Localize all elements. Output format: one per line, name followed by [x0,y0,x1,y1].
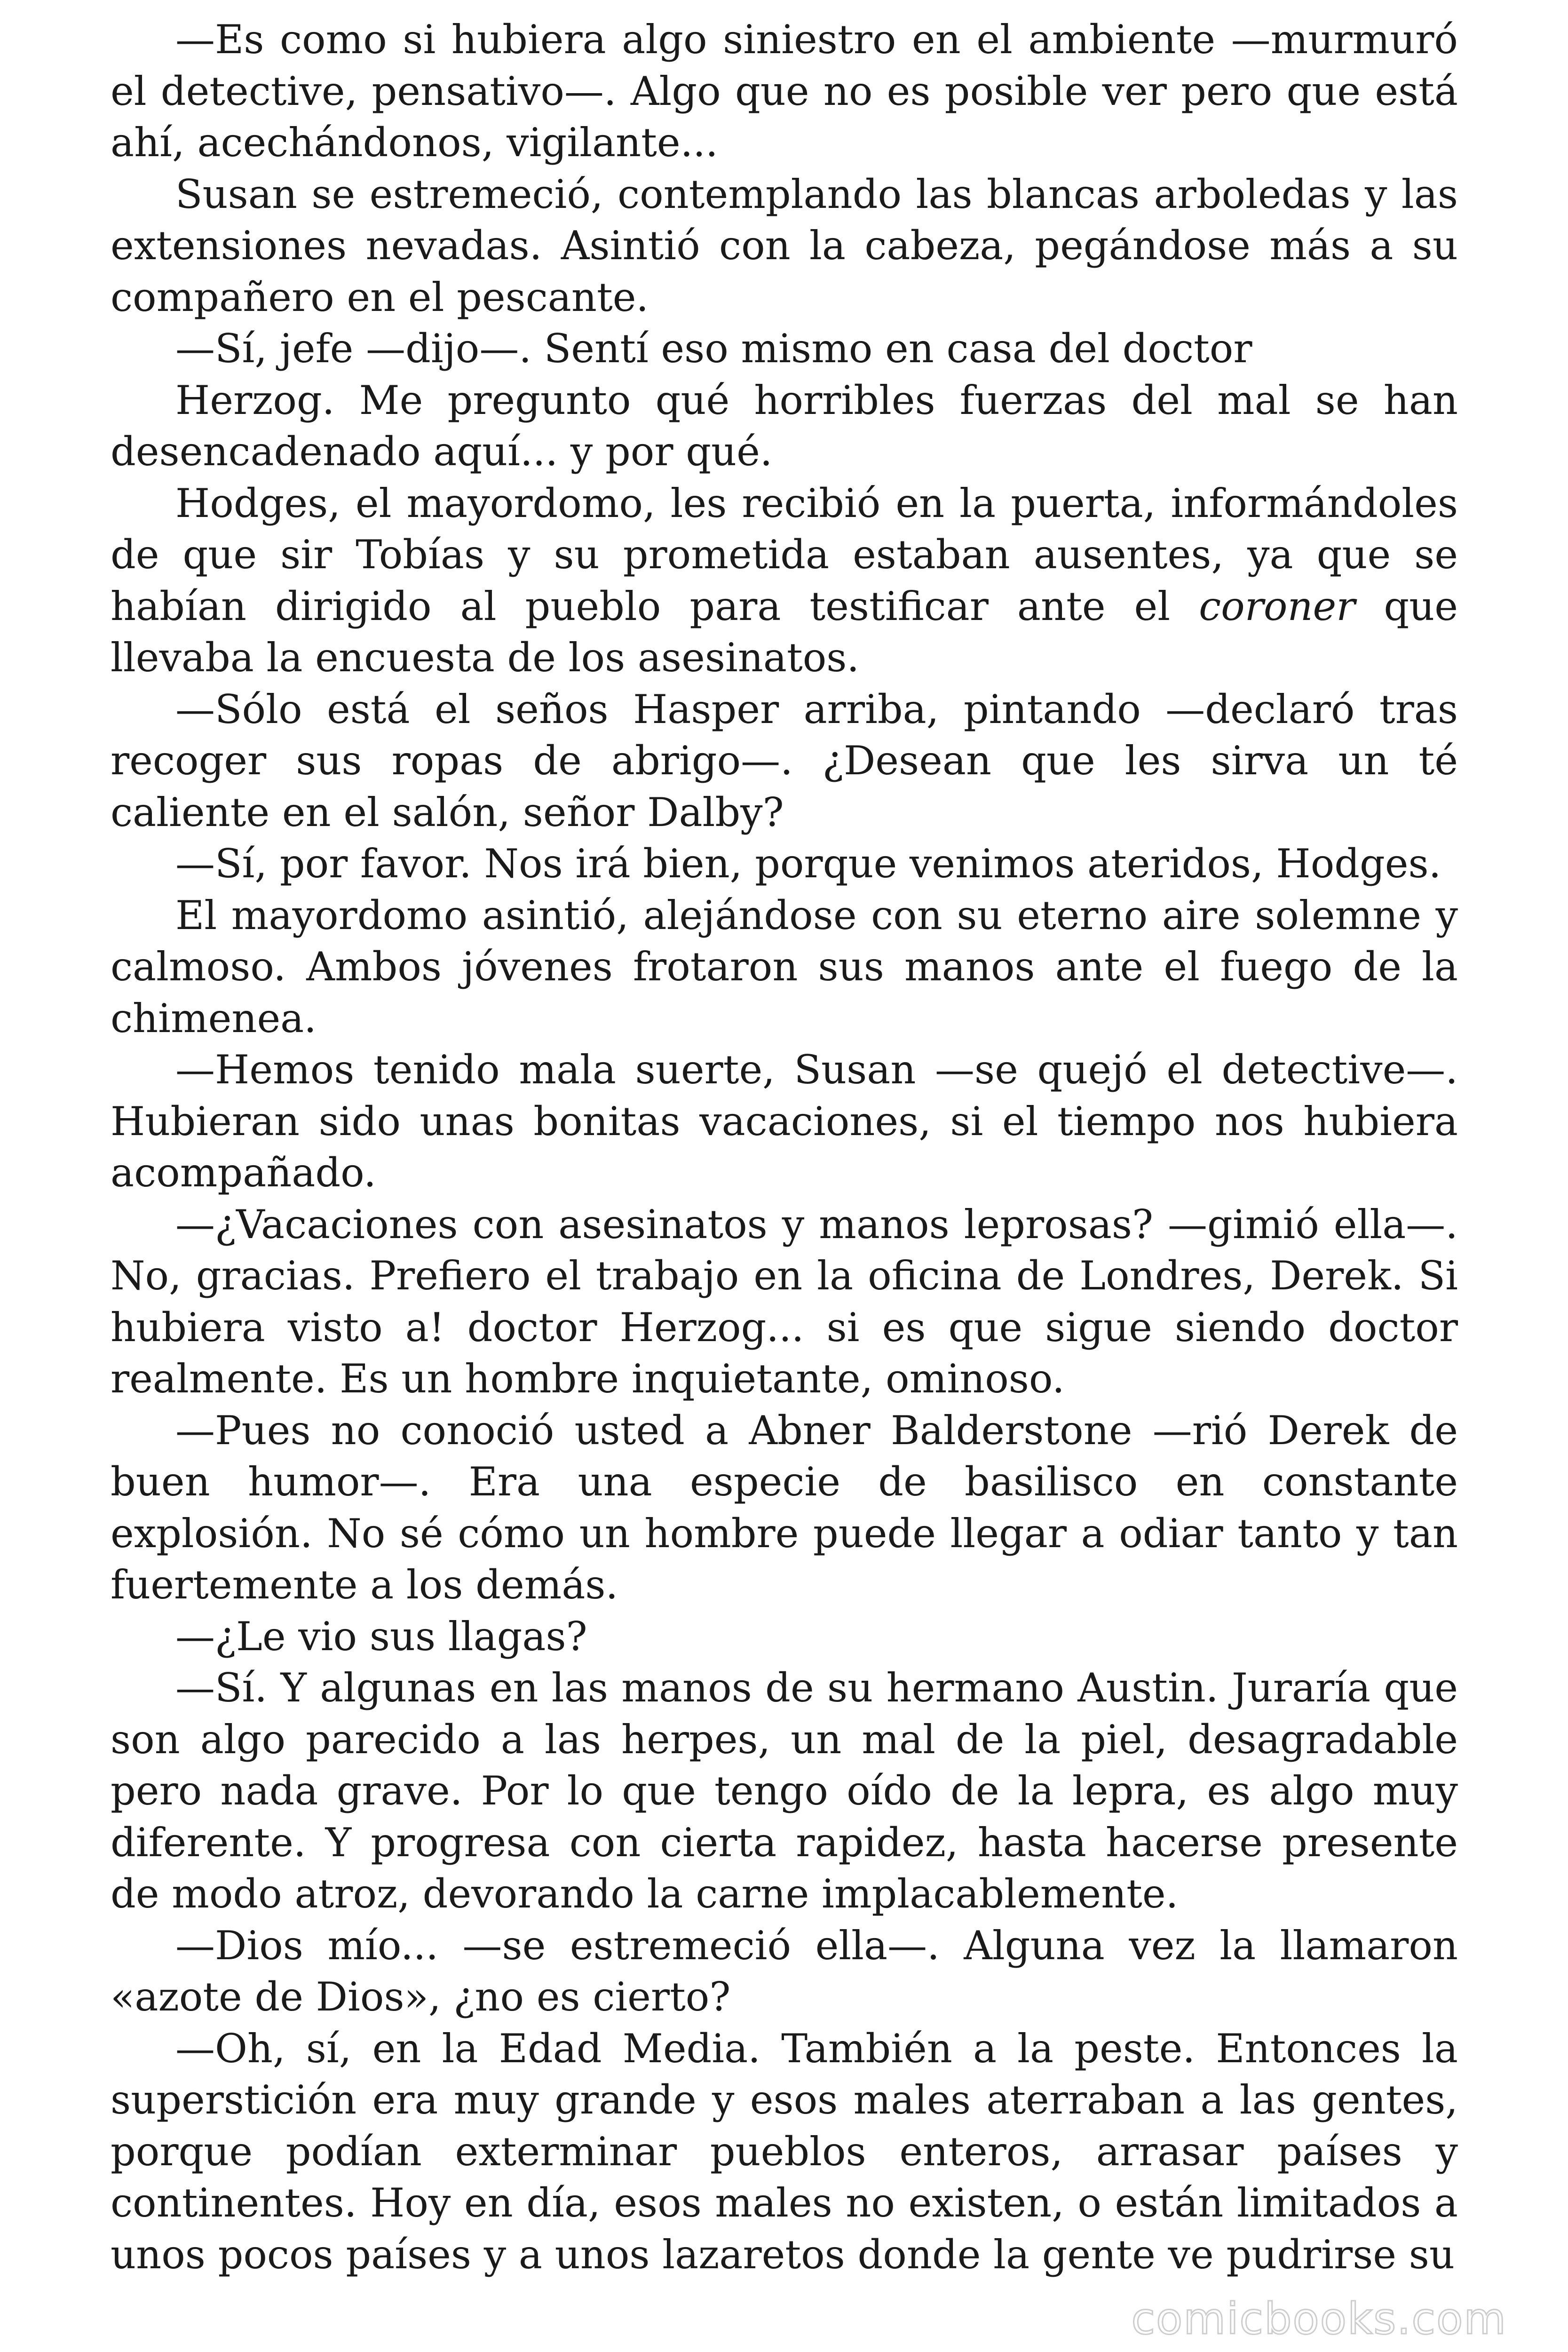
paragraph-3: —Sí, jefe —dijo—. Sentí eso mismo en casa del doctor [175,326,1252,372]
paragraph-6: —Sólo está el seños Hasper arriba, pintando —declaró tras recoger sus ropas de abrigo—. ¿Desean que les sirva un té caliente en el salón, señor Dalby? [111,686,1458,835]
book-page [111,14,1458,2319]
paragraph-2: Susan se estremeció, contemplando las blancas arboledas y las extensiones nevadas. Asintió con la cabeza, pegándose más a su compañero en el pescante. [111,171,1458,320]
paragraph-9: —Hemos tenido mala suerte, Susan —se quejó el detective—. Hubieran sido unas bonitas vacaciones, si el tiempo nos hubiera acompañado. [111,1047,1458,1196]
paragraph-14: —Dios mío... —se estremeció ella—. Alguna vez la llamaron «azote de Dios», ¿no es cierto? [111,1922,1458,2020]
paragraph-10: —¿Vacaciones con asesinatos y manos leprosas? —gimió ella—. No, gracias. Prefiero el trabajo en la oficina de Londres, Derek. Si hubiera visto a! doctor Herzog... si es que sigue siendo doctor realmente. Es un hombre inquietante, ominoso. [111,1201,1458,1402]
paragraph-5: Hodges, el mayordomo, les recibió en la puerta, informándoles de que sir Tobías y su prometida estaban ausentes, ya que se habían dirigido al pueblo para testificar ante el coroner que llevaba la encuesta de los asesinatos. [111,480,1458,681]
paragraph-8: El mayordomo asintió, alejándose con su eterno aire solemne y calmoso. Ambos jóvenes frotaron sus manos ante el fuego de la chimenea. [111,892,1458,1041]
paragraph-1: —Es como si hubiera algo siniestro en el ambiente —murmuró el detective, pensativo—. Algo que no es posible ver pero que está ahí, acechándonos, vigilante... [111,16,1458,166]
watermark-logo: comicbooks.com [1131,2294,1507,2344]
paragraph-13: —Sí. Y algunas en las manos de su hermano Austin. Juraría que son algo parecido a las herpes, un mal de la piel, desagradable pero nada grave. Por lo que tengo oído de la lepra, es algo muy diferente. Y progresa con cierta rapidez, hasta hacerse presente de modo atroz, devorando la carne implacablemente. [111,1665,1458,1917]
paragraph-11: —Pues no conoció usted a Abner Balderstone —rió Derek de buen humor—. Era una especie de basilisco en constante explosión. No sé cómo un hombre puede llegar a odiar tanto y tan fuertemente a los demás. [111,1407,1458,1608]
paragraph-4: Herzog. Me pregunto qué horribles fuerzas del mal se han desencadenado aquí... y por qué. [111,377,1458,475]
paragraph-12: —¿Le vio sus llagas? [175,1613,587,1660]
paragraph-15: —Oh, sí, en la Edad Media. También a la peste. Entonces la superstición era muy grande y esos males aterraban a las gentes, porque podían exterminar pueblos enteros, arrasar países y continentes. Hoy en día, esos males no existen, o están limitados a unos pocos países y a unos lazaretos donde la gente ve pudrirse su [111,2025,1458,2278]
paragraph-7: —Sí, por favor. Nos irá bien, porque venimos ateridos, Hodges. [175,841,1441,887]
italic-term: coroner [1199,583,1355,629]
